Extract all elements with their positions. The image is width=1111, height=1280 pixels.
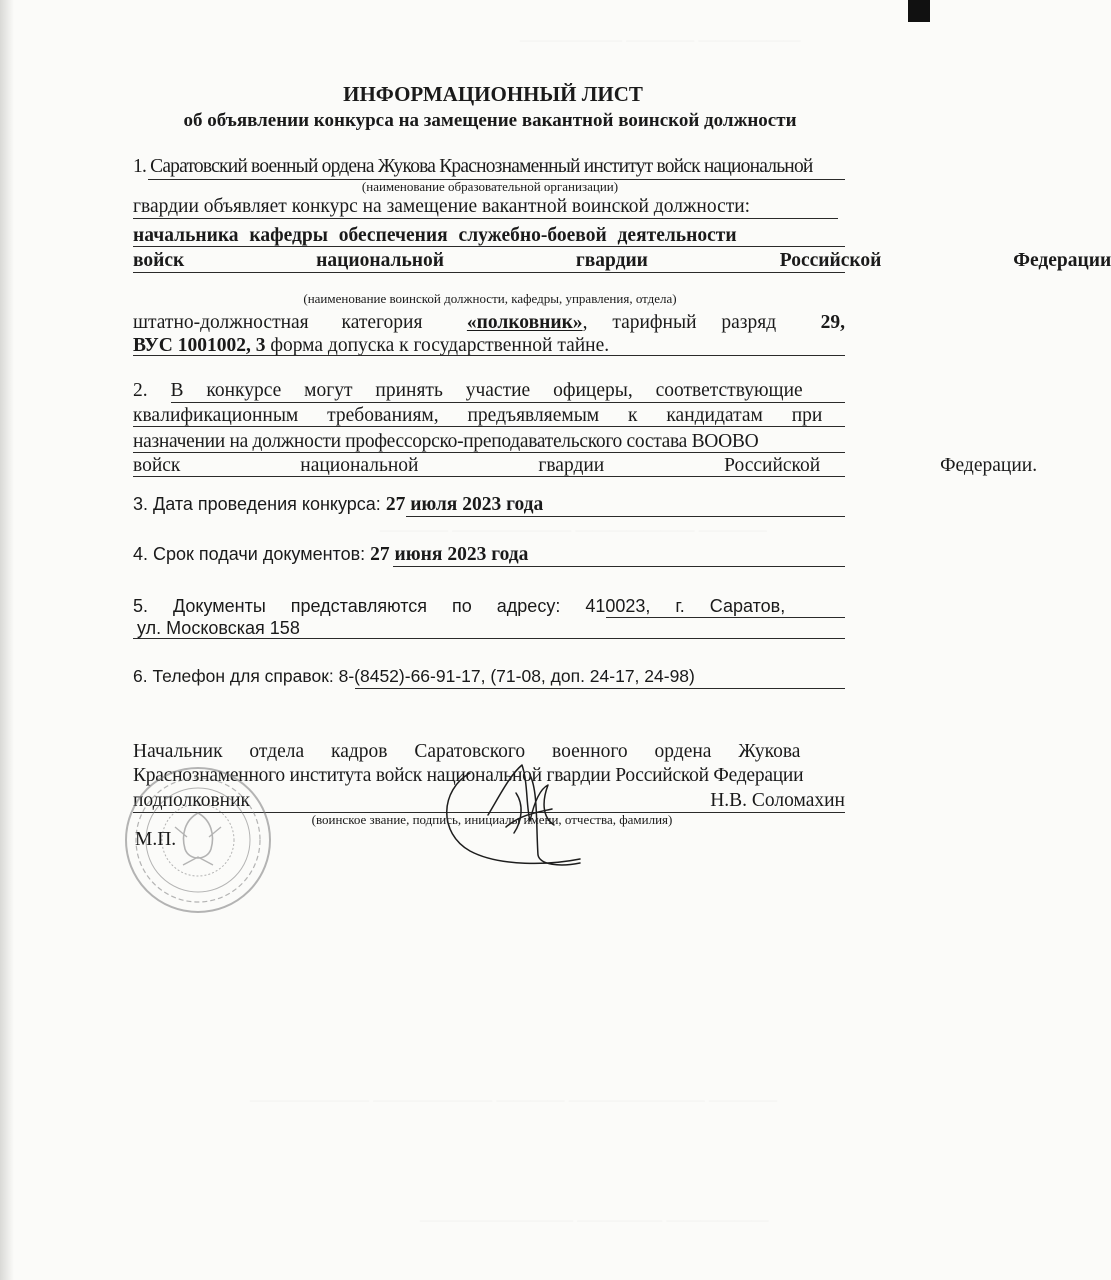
position-line2 — [133, 250, 1111, 271]
signer-name: Н.В. Соломахин — [710, 790, 845, 811]
item1-org-name-part1: Саратовский военный ордена Жукова Краснознаменный институт войск национальной — [150, 156, 813, 177]
document-subtitle: об объявлении конкурса на замещение вакантной воинской должности — [183, 110, 797, 131]
tariff-label: , тарифный разряд — [582, 312, 777, 333]
item2-line3-underline — [133, 452, 845, 453]
category-value: «полковник» — [466, 312, 583, 333]
signer-title-part2: Краснознаменного института войск национальной гвардии Российской Федерации — [133, 765, 804, 786]
item1-number: 1. — [133, 156, 147, 177]
bleed-through: ——————— ——————— ———— ———————— ———— — [250, 1090, 777, 1109]
item2-line3 — [133, 432, 845, 452]
item2-text-part4: войск национальной гвардии Российской Федерации. — [133, 455, 1038, 476]
item4-underline — [393, 566, 845, 567]
position-caption: (наименование воинской должности, кафедры, управления, отдела) — [303, 291, 677, 306]
position-name-part2: войск национальной гвардии Российской Федерации — [133, 250, 1111, 271]
item2-line1-underline — [171, 402, 845, 403]
contest-date-label: 3. Дата проведения конкурса: — [133, 494, 386, 514]
vus-value: ВУС 1001002, 3 — [133, 335, 266, 356]
vus-line — [133, 336, 845, 356]
item2-line2-underline — [133, 426, 845, 427]
item3-underline — [406, 516, 845, 517]
item1-org-line1 — [133, 157, 845, 177]
scan-corner-mark — [908, 0, 930, 22]
item4-line — [133, 545, 845, 565]
vus-underline — [133, 355, 845, 356]
org-line2-underline — [133, 218, 838, 219]
address-street: ул. Московская 158 — [137, 618, 300, 638]
phone-value: 8-(8452)-66-91-17, (71-08, доп. 24-17, 24-98) — [338, 666, 695, 686]
handwritten-signature — [430, 755, 600, 875]
official-seal — [123, 765, 273, 915]
phone-label: 6. Телефон для справок: — [133, 666, 339, 686]
item5-line1-underline — [606, 617, 845, 618]
item2-text-part1: В конкурсе могут принять участие офицеры, соответствующие — [170, 380, 803, 401]
item5-line1 — [133, 597, 845, 615]
document-title: ИНФОРМАЦИОННЫЙ ЛИСТ — [343, 82, 643, 106]
category-label: штатно-должностная категория — [133, 312, 423, 333]
item2-line2 — [133, 406, 845, 426]
item5-line2-underline — [133, 638, 845, 639]
bleed-through: —————— ———— —————— — [520, 30, 801, 49]
item1-org-name-part2: гвардии объявляет конкурс на замещение вакантной воинской должности: — [133, 196, 751, 217]
signer-title-part1: Начальник отдела кадров Саратовского военного ордена Жукова — [133, 741, 801, 762]
item2-text-part2: квалификационным требованиям, предъявляемым к кандидатам при — [133, 405, 823, 426]
item6-line — [133, 668, 845, 686]
bleed-through: ————————— ————— —————— — [420, 1210, 769, 1229]
position-line1-underline — [133, 246, 845, 247]
tariff-value: 29, — [820, 312, 845, 333]
deadline-label: 4. Срок подачи документов: — [133, 544, 371, 564]
position-line1 — [133, 226, 845, 246]
item2-line1 — [133, 381, 845, 401]
seal-mark-label: М.П. — [135, 829, 177, 850]
deadline-value: 27 июня 2023 года — [370, 544, 529, 565]
contest-date-value: 27 июля 2023 года — [385, 494, 544, 515]
address-text: 5. Документы представляются по адресу: 410023, г. Саратов, — [133, 596, 786, 616]
item5-line2 — [137, 619, 849, 637]
item2-line4 — [133, 455, 1038, 476]
item6-underline — [355, 688, 845, 689]
signature-caption: (воинское звание, подпись, инициалы имени, отчества, фамилия) — [311, 812, 673, 827]
item1-org-line2 — [133, 197, 845, 217]
position-name-part1: начальника кафедры обеспечения служебно-боевой деятельности — [133, 225, 737, 246]
signer-rank: подполковник — [133, 790, 250, 811]
scan-edge-shadow — [0, 0, 14, 1280]
clearance-text: форма допуска к государственной тайне. — [265, 335, 610, 356]
item2-text-part3: назначении на должности профессорско-преподавательского состава ВООВО — [133, 431, 759, 452]
item2-line4-underline — [133, 476, 845, 477]
category-line — [133, 313, 845, 333]
item2-number: 2. — [133, 380, 148, 401]
position-line2-underline — [133, 272, 845, 273]
org-caption: (наименование образовательной организации) — [361, 179, 619, 194]
bleed-through: ———— ——————— ——————— ———— — [380, 520, 767, 539]
item3-line — [133, 495, 845, 515]
